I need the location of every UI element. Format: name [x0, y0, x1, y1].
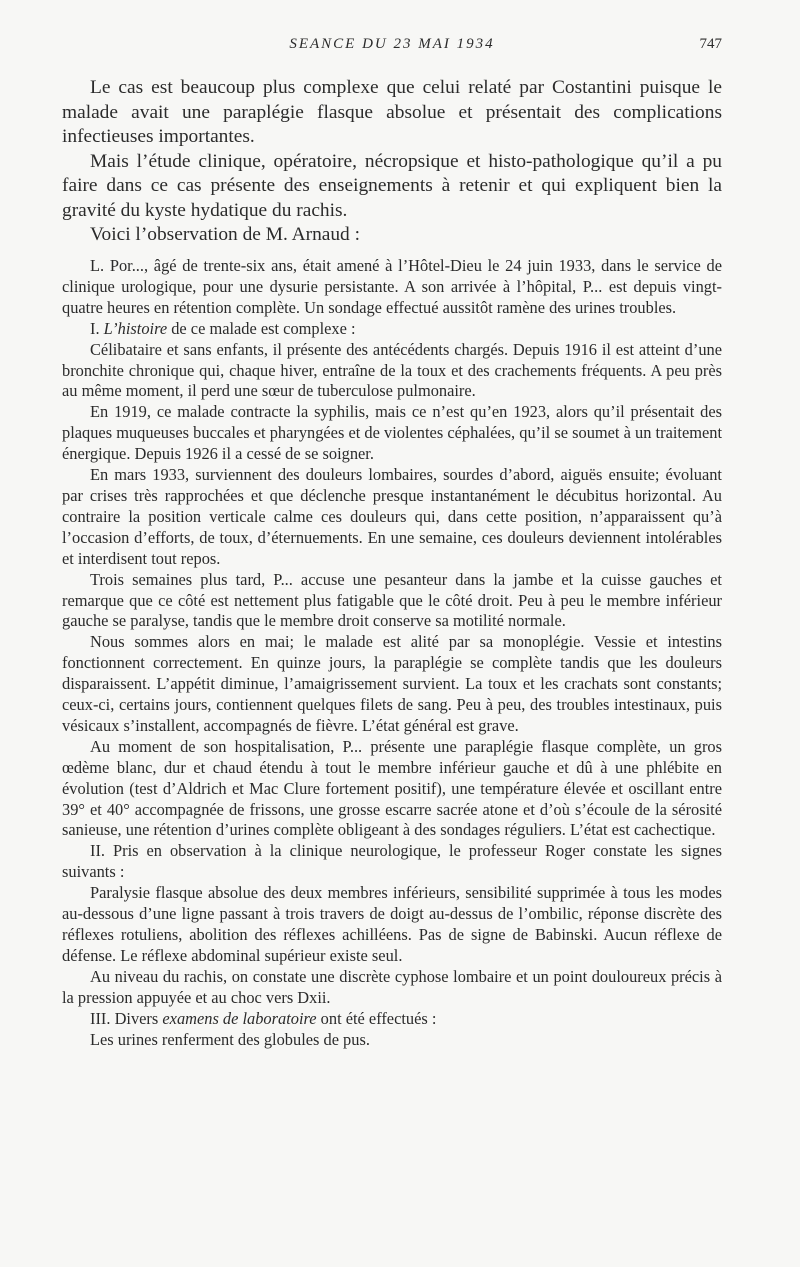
running-head — [62, 36, 722, 58]
section-rest: de ce malade est complexe : — [171, 318, 356, 338]
main-text — [62, 76, 722, 248]
observation-paragraph: II. Pris en observation à la clinique neurologique, le professeur Roger constate les signes suivants : — [62, 841, 722, 882]
section-heading — [62, 319, 722, 340]
observation-paragraph: Les urines renferment des globules de pus. — [90, 1029, 370, 1049]
section-number: III. Divers — [90, 1008, 159, 1028]
observation-paragraph: Trois semaines plus tard, P... accuse une pesanteur dans la jambe et la cuisse gauches et remarque que ce côté est nettement plus fatigable que le côté droit. Peu à peu le membre inférieur gauche se paralyse, tandis que le membre droit conserve sa motilité normale. — [62, 569, 722, 631]
intro-paragraph: Le cas est beaucoup plus complexe que celui relaté par Costantini puisque le malade avait une paraplégie flasque absolue et présentait des complications infectieuses importantes. — [62, 77, 722, 147]
observation-paragraph: Au niveau du rachis, on constate une discrète cyphose lombaire et un point douloureux précis à la pression appuyée et au choc vers Dxii. — [62, 966, 722, 1007]
observation-paragraph: Paralysie flasque absolue des deux membres inférieurs, sensibilité supprimée à tous les modes au-dessous d’une ligne passant à trois travers de doigt au-dessus de l’ombilic, réponse discrète des réflexes rotuliens, abolition des réflexes achilléens. Pas de signe de Babinski. Aucun réflexe de défense. Le réflexe abdominal supérieur existe seul. — [62, 883, 722, 965]
intro-paragraph: Voici l’observation de M. Arnaud : — [90, 224, 360, 245]
observation-paragraph: En mars 1933, surviennent des douleurs lombaires, sourdes d’abord, aiguës ensuite; évoluant par crises très rapprochées et que déclenche presque instantanément le décubitus horizontal. Au contraire la position verticale calme ces douleurs qui, dans cette position, n’apparaissent qu’à l’occasion d’efforts, de toux, d’éternuements. En une semaine, ces douleurs deviennent intolérables et interdisent tout repos. — [62, 465, 722, 568]
page-number: 747 — [699, 36, 722, 52]
intro-paragraph: Mais l’étude clinique, opératoire, nécropsique et histo-pathologique qu’il a pu faire dans ce cas présente des enseignements à retenir et qui expliquent bien la gravité du kyste hydatique du rachis. — [62, 150, 722, 221]
observation-paragraph: Célibataire et sans enfants, il présente des antécédents chargés. Depuis 1916 il est atteint d’une bronchite chronique qui, chaque hiver, entraîne de la toux et des crachements fréquents. A peu près au même moment, il perd une sœur de tuberculose pulmonaire. — [62, 339, 722, 401]
section-title: L’histoire — [103, 318, 168, 338]
observation-paragraph: Nous sommes alors en mai; le malade est alité par sa monoplégie. Vessie et intestins fonctionnent correctement. En quinze jours, la paraplégie se complète tandis que les douleurs disparaissent. L’appétit diminue, l’amaigrissement survient. La toux et les crachats sont constants; ceux-ci, certains jours, contiennent quelques filets de sang. Peu à peu, des troubles intestinaux, puis vésicaux s’installent, accompagnés de fièvre. L’état général est grave. — [62, 632, 722, 735]
section-number: I. — [90, 318, 100, 338]
observation-paragraph: Au moment de son hospitalisation, P... présente une paraplégie flasque complète, un gros œdème blanc, dur et chaud étendu à tout le membre inférieur gauche et dû à une phlébite en évolution (test d’Aldrich et Mac Clure fortement positif), une température élevée et oscillant entre 39° et 40° accompagnée de frissons, une grosse escarre sacrée atone et d’où s’écoule de la sérosité sanieuse, une rétention d’urines complète obligeant à des sondages réguliers. L’état est cachectique. — [62, 736, 722, 840]
observation-paragraph: L. Por..., âgé de trente-six ans, était amené à l’Hôtel-Dieu le 24 juin 1933, dans le service de clinique urologique, pour une dysurie persistante. A son arrivée à l’hôpital, P... est depuis vingt-quatre heures en rétention complète. Un sondage effectué aussitôt ramène des urines troubles. — [62, 256, 722, 317]
section-title: examens de laboratoire — [162, 1008, 317, 1028]
observation-text — [62, 256, 722, 1050]
observation-paragraph: En 1919, ce malade contracte la syphilis, mais ce n’est qu’en 1923, alors qu’il présentait des plaques muqueuses buccales et pharyngées et de violentes céphalées, qu’il se soumet à un traitement énergique. Depuis 1926 il a cessé de se soigner. — [62, 402, 722, 464]
running-head-title: SEANCE DU 23 MAI 1934 — [289, 36, 495, 52]
section-rest: ont été effectués : — [320, 1008, 437, 1028]
section-heading — [62, 1009, 722, 1030]
